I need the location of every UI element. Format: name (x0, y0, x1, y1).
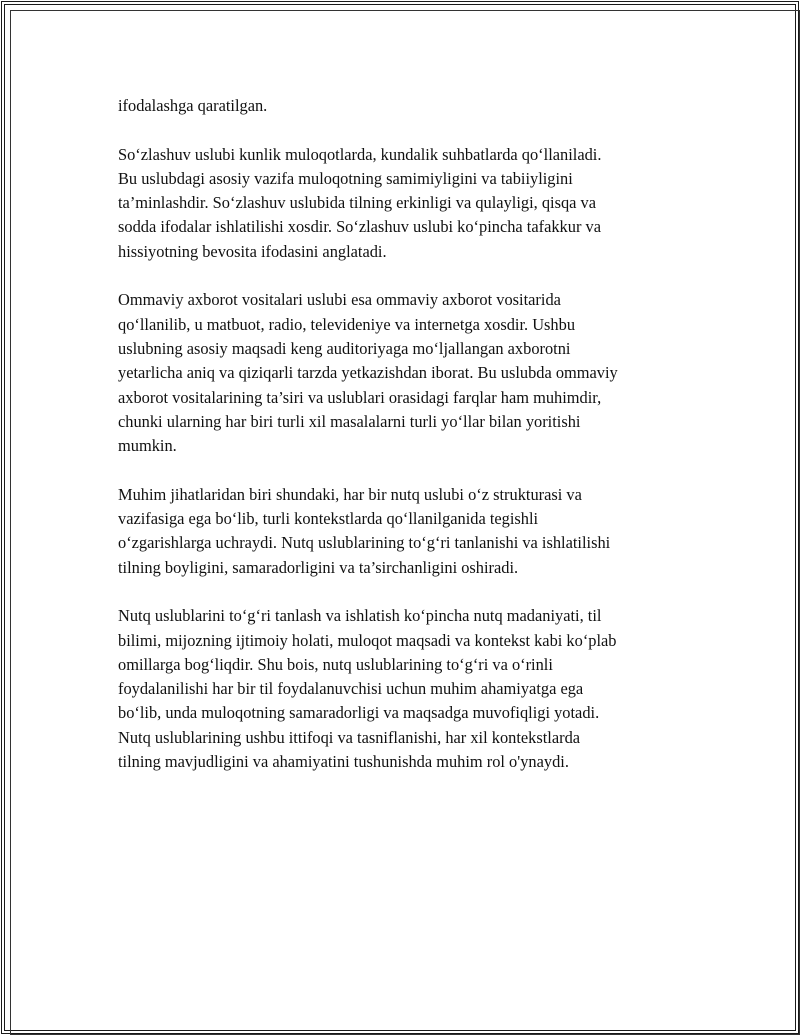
line: omillarga bog‘liqdir. Shu bois, nutq uslublarining to‘g‘ri va o‘rinli (118, 654, 553, 674)
line: tilning boyligini, samaradorligini va ta’sirchanligini oshiradi. (118, 557, 519, 577)
line: uslubning asosiy maqsadi keng auditoriyaga mo‘ljallangan axborotni (118, 338, 571, 358)
line: ta’minlashdir. So‘zlashuv uslubida tilning erkinligi va qulayligi, qisqa va (118, 193, 596, 213)
line: Nutq uslublarini to‘g‘ri tanlash va ishlatish ko‘pincha nutq madaniyati, til (118, 606, 602, 626)
line: hissiyotning bevosita ifodasini anglatadi. (118, 241, 387, 261)
line: o‘zgarishlarga uchraydi. Nutq uslublarining to‘g‘ri tanlanishi va ishlatilishi (118, 533, 611, 553)
document-body (118, 94, 688, 799)
paragraph-3 (118, 288, 688, 458)
line: axborot vositalarining ta’siri va uslublari orasidagi farqlar ham muhimdir, (118, 387, 602, 407)
line: mumkin. (118, 436, 177, 456)
line: bo‘lib, unda muloqotning samaradorligi va maqsadga muvofiqligi yotadi. (118, 703, 600, 723)
paragraph-4 (118, 483, 688, 580)
line: bilimi, mijozning ijtimoiy holati, muloqot maqsadi va kontekst kabi ko‘plab (118, 630, 617, 650)
line: chunki ularning har biri turli xil masalalarni turli yo‘llar bilan yoritishi (118, 411, 581, 431)
line: ifodalashga qaratilgan. (118, 96, 268, 115)
line: vazifasiga ega bo‘lib, turli kontekstlarda qo‘llanilganida tegishli (118, 509, 539, 529)
paragraph-2 (118, 143, 688, 264)
line: tilning mavjudligini va ahamiyatini tushunishda muhim rol o'ynaydi. (118, 752, 569, 772)
line: qo‘llanilib, u matbuot, radio, televideniye va internetga xosdir. Ushbu (118, 314, 576, 334)
line: sodda ifodalar ishlatilishi xosdir. So‘zlashuv uslubi ko‘pincha tafakkur va (118, 217, 601, 237)
line: yetarlicha aniq va qiziqarli tarzda yetkazishdan iborat. Bu uslubda ommaviy (118, 363, 618, 383)
line: foydalanilishi har bir til foydalanuvchisi uchun muhim ahamiyatga ega (118, 679, 584, 699)
line: Ommaviy axborot vositalari uslubi esa ommaviy axborot vositarida (118, 290, 561, 310)
line: So‘zlashuv uslubi kunlik muloqotlarda, kundalik suhbatlarda qo‘llaniladi. (118, 144, 602, 164)
paragraph-1 (118, 94, 688, 118)
paragraph-5 (118, 604, 688, 774)
line: Nutq uslublarining ushbu ittifoqi va tasniflanishi, har xil kontekstlarda (118, 727, 581, 747)
line: Bu uslubdagi asosiy vazifa muloqotning samimiyligini va tabiiyligini (118, 168, 573, 188)
line: Muhim jihatlaridan biri shundaki, har bir nutq uslubi o‘z strukturasi va (118, 484, 582, 504)
